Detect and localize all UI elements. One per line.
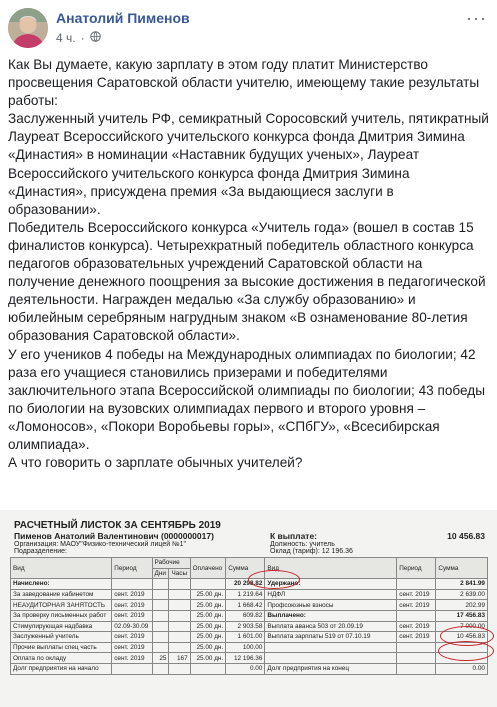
table-cell: сент. 2019 xyxy=(112,653,152,664)
post-time[interactable]: 4 ч. xyxy=(56,31,76,45)
payslip-title: РАСЧЕТНЫЙ ЛИСТОК ЗА СЕНТЯБРЬ 2019 xyxy=(14,520,221,531)
table-cell: Начислено: xyxy=(11,579,112,590)
table-cell: сент. 2019 xyxy=(397,621,436,632)
table-cell: 25.00 дн. xyxy=(190,600,226,611)
table-cell: Профсоюзные взносы xyxy=(265,600,397,611)
col-subheader: Дни xyxy=(152,568,169,579)
table-row xyxy=(11,653,488,664)
table-cell: За заведование кабинетом xyxy=(11,589,112,600)
table-cell: 2 841.99 xyxy=(436,579,488,590)
table-cell xyxy=(112,579,152,590)
table-cell: 609.82 xyxy=(226,610,265,621)
table-cell: 100.00 xyxy=(226,642,265,653)
table-cell: сент. 2019 xyxy=(397,632,436,643)
table-cell xyxy=(190,579,226,590)
table-cell xyxy=(169,600,190,611)
table-cell xyxy=(190,663,226,674)
col-header: Рабочие xyxy=(152,558,190,569)
table-cell: сент. 2019 xyxy=(397,589,436,600)
payslip-photo[interactable] xyxy=(0,510,497,707)
col-header: Оплачено xyxy=(190,558,226,579)
table-cell: сент. 2019 xyxy=(112,642,152,653)
highlight-circle-salary xyxy=(438,641,494,661)
table-cell xyxy=(169,579,190,590)
table-cell: 7 000.00 xyxy=(436,621,488,632)
table-cell: 12 196.36 xyxy=(226,653,265,664)
post-text xyxy=(8,56,490,472)
payslip-position: Должность: учитель xyxy=(270,541,335,548)
table-row xyxy=(11,600,488,611)
table-cell: Выплата зарплаты 519 от 07.10.19 xyxy=(265,632,397,643)
table-cell xyxy=(169,632,190,643)
col-header: Вид xyxy=(265,558,397,579)
table-cell xyxy=(397,610,436,621)
post-paragraph: А что говорить о зарплате обычных учителей? xyxy=(8,455,303,471)
table-cell: сент. 2019 xyxy=(112,589,152,600)
table-cell xyxy=(397,653,436,664)
post-paragraph: Как Вы думаете, какую зарплату в этом году платит Министерство просвещения Саратовской области учителю, имеющему такие результаты работы: xyxy=(8,57,480,109)
table-cell xyxy=(152,642,169,653)
table-cell: 02.09-30.09 xyxy=(112,621,152,632)
payslip-payout-label: К выплате: xyxy=(270,531,318,541)
table-header xyxy=(11,558,488,569)
table-cell xyxy=(152,621,169,632)
col-subheader: Часы xyxy=(169,568,190,579)
table-cell xyxy=(169,621,190,632)
author-name[interactable]: Анатолий Пименов xyxy=(56,10,190,26)
table-cell: НДФЛ xyxy=(265,589,397,600)
table-cell: 1 668.42 xyxy=(226,600,265,611)
table-cell xyxy=(169,663,190,674)
table-cell: 25 xyxy=(152,653,169,664)
table-cell: сент. 2019 xyxy=(112,600,152,611)
table-cell xyxy=(397,642,436,653)
table-cell xyxy=(397,579,436,590)
table-cell xyxy=(265,642,397,653)
payslip-organization: Организация: МАОУ"Физико-технический лицей №1" xyxy=(14,541,186,548)
table-cell xyxy=(112,663,152,674)
col-header: Период xyxy=(112,558,152,579)
payslip-payout-amount: 10 456.83 xyxy=(447,531,485,541)
table-cell: 10 456.83 xyxy=(436,632,488,643)
col-header: Период xyxy=(397,558,436,579)
table-row xyxy=(11,589,488,600)
table-cell: 0.00 xyxy=(226,663,265,674)
table-cell: Долг предприятия на конец xyxy=(265,663,397,674)
table-cell: Прочие выплаты спец часть xyxy=(11,642,112,653)
table-row xyxy=(11,632,488,643)
table-cell: 25.00 дн. xyxy=(190,642,226,653)
dot-separator: · xyxy=(80,31,85,45)
table-cell: 2 639.00 xyxy=(436,589,488,600)
col-header: Сумма xyxy=(226,558,265,579)
highlight-circle-accrued xyxy=(248,570,300,589)
table-cell xyxy=(152,610,169,621)
table-row xyxy=(11,610,488,621)
table-cell: Оплата по окладу xyxy=(11,653,112,664)
table-cell xyxy=(169,642,190,653)
post-paragraph: Заслуженный учитель РФ, семикратный Соросовский учитель, пятикратный Лауреат Всероссийского учительского конкурса фонда Дмитрия Зимина «Династия» в номинации «Наставник будущих ученых», Лауреат Всероссийского учительского конкурса фонда Дмитрия Зимина «Династия», присуждена премия «За выдающиеся заслуги в образовании». xyxy=(8,111,489,217)
payslip-table xyxy=(10,557,488,675)
table-cell xyxy=(265,653,397,664)
table-cell: Стимулирующая надбавка xyxy=(11,621,112,632)
table-cell: сент. 2019 xyxy=(112,610,152,621)
table-cell: НЕАУДИТОРНАЯ ЗАНЯТОСТЬ xyxy=(11,600,112,611)
table-cell: сент. 2019 xyxy=(397,600,436,611)
table-cell: 167 xyxy=(169,653,190,664)
table-cell: 0.00 xyxy=(436,663,488,674)
payslip-subdivision: Подразделение: xyxy=(14,548,67,555)
table-cell: 25.00 дн. xyxy=(190,589,226,600)
table-cell: 2 903.58 xyxy=(226,621,265,632)
table-cell: 25.00 дн. xyxy=(190,610,226,621)
table-cell: 20 298.82 xyxy=(226,579,265,590)
post-paragraph: У его учеников 4 победы на Международных олимпиадах по биологии; 42 раза его учащиеся становились призерами и победителями заключительного этапа Всероссийской олимпиады по биологии; 43 победы по биологии на вузовских олимпиадах первого и второго уровня – «Ломоносов», «Покори Воробьевы горы», «СПбГУ», «Всесибирская олимпиада». xyxy=(8,346,486,452)
table-cell xyxy=(152,579,169,590)
table-cell xyxy=(152,663,169,674)
post-header xyxy=(0,0,497,54)
table-cell xyxy=(169,610,190,621)
table-cell: Выплачено: xyxy=(265,610,397,621)
globe-icon xyxy=(90,31,101,45)
table-cell xyxy=(169,589,190,600)
table-cell: Заслуженный учитель xyxy=(11,632,112,643)
table-cell: 25.00 дн. xyxy=(190,621,226,632)
table-cell: 202.99 xyxy=(436,600,488,611)
table-cell: Удержано: xyxy=(265,579,397,590)
post-meta xyxy=(56,31,101,45)
table-cell: 17 456.83 xyxy=(436,610,488,621)
table-cell: 1 219.64 xyxy=(226,589,265,600)
table-cell xyxy=(152,589,169,600)
table-cell: За проверку письменных работ xyxy=(11,610,112,621)
col-header: Сумма xyxy=(436,558,488,579)
table-row xyxy=(11,621,488,632)
table-cell: Долг предприятия на начало xyxy=(11,663,112,674)
post-paragraph: Победитель Всероссийского конкурса «Учитель года» (вошел в состав 15 финалистов конкурса). Четырехкратный победитель областного конкурса педагогов образовательных учреждений Саратовской области на получение денежного поощрения за высокие достижения в педагогической деятельности. Награжден медалью «За службу образованию» и юбилейным серебряным нагрудным знаком «В ознаменование 80-летия образования Саратовской области». xyxy=(8,219,486,344)
table-cell: Выплата аванса 503 от 20.09.19 xyxy=(265,621,397,632)
table-cell xyxy=(152,600,169,611)
payslip-salary: Оклад (тариф): 12 196.36 xyxy=(270,548,353,555)
table-cell: 25.00 дн. xyxy=(190,653,226,664)
table-cell: 1 601.00 xyxy=(226,632,265,643)
more-options-icon[interactable]: ··· xyxy=(466,8,487,28)
table-cell xyxy=(397,663,436,674)
table-row xyxy=(11,663,488,674)
payslip-employee: Пименов Анатолий Валентинович (0000000017) xyxy=(14,531,214,541)
avatar[interactable] xyxy=(8,8,48,48)
table-cell: 25.00 дн. xyxy=(190,632,226,643)
table-row xyxy=(11,642,488,653)
col-header: Вид xyxy=(11,558,112,579)
table-cell xyxy=(152,632,169,643)
table-cell: сент. 2019 xyxy=(112,632,152,643)
